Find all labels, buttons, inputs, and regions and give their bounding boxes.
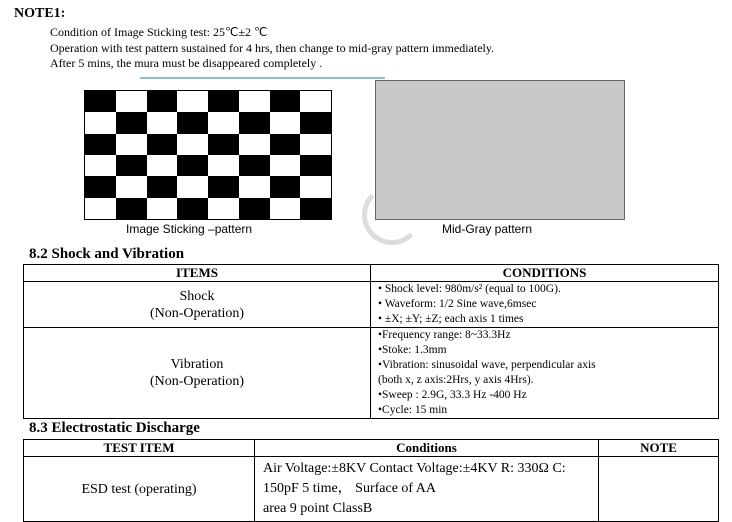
item-vibration — [24, 328, 371, 419]
condition-line: Air Voltage:±8KV Contact Voltage:±4KV R: 330Ω C: — [263, 461, 566, 476]
checker-square — [147, 155, 178, 176]
checker-square — [147, 176, 178, 197]
checker-square — [239, 91, 270, 112]
checker-caption: Image Sticking –pattern — [126, 222, 253, 236]
header-conditions: Conditions — [255, 440, 599, 457]
checker-square — [147, 134, 178, 155]
checker-square — [147, 112, 178, 133]
header-items: ITEMS — [24, 265, 371, 282]
checker-square — [300, 112, 331, 133]
checker-square — [147, 91, 178, 112]
item-shock — [24, 282, 371, 328]
checker-square — [239, 155, 270, 176]
condition-line: •Frequency range: 8~33.3Hz — [378, 329, 511, 341]
checker-square — [116, 176, 147, 197]
condition-line: •Sweep : 2.9G, 33.3 Hz -400 Hz — [378, 389, 527, 401]
checker-square — [208, 134, 239, 155]
checker-square — [177, 198, 208, 219]
checker-square — [85, 176, 116, 197]
shock-vibration-table — [23, 264, 719, 419]
checker-square — [208, 112, 239, 133]
note-esd — [599, 457, 719, 522]
gray-caption: Mid-Gray pattern — [442, 222, 533, 236]
checker-square — [116, 134, 147, 155]
checker-square — [147, 198, 178, 219]
checker-square — [300, 134, 331, 155]
section-heading-shock-vibration: 8.2 Shock and Vibration — [29, 246, 185, 262]
checker-square — [177, 112, 208, 133]
condition-line: •Vibration: sinusoidal wave, perpendicular axis — [378, 359, 596, 371]
conditions-esd — [255, 457, 599, 522]
condition-line: area 9 point ClassB — [263, 501, 373, 516]
checker-square — [270, 112, 301, 133]
checker-square — [208, 198, 239, 219]
decorative-line — [140, 77, 385, 79]
table-header-row — [24, 265, 719, 282]
checker-square — [300, 91, 331, 112]
checker-square — [239, 112, 270, 133]
checker-square — [85, 155, 116, 176]
checker-square — [300, 155, 331, 176]
checker-square — [177, 134, 208, 155]
condition-line: •Stoke: 1.3mm — [378, 344, 447, 356]
checker-square — [270, 198, 301, 219]
checker-square — [208, 176, 239, 197]
mid-gray-pattern — [375, 80, 625, 220]
checker-square — [116, 112, 147, 133]
item-vibration-mode: (Non-Operation) — [149, 374, 245, 389]
item-esd: ESD test (operating) — [24, 457, 255, 522]
note-line-mura: After 5 mins, the mura must be disappeared completely . — [50, 56, 323, 70]
checker-square — [239, 134, 270, 155]
header-test-item: TEST ITEM — [24, 440, 255, 457]
table-row-vibration — [24, 328, 719, 419]
checker-square — [116, 198, 147, 219]
item-shock-name: Shock — [179, 288, 215, 304]
checker-square — [270, 91, 301, 112]
item-shock-mode: (Non-Operation) — [149, 305, 245, 321]
esd-table — [23, 439, 719, 522]
condition-line: • Shock level: 980m/s² (equal to 100G). — [378, 283, 561, 295]
checker-square — [239, 176, 270, 197]
checker-square — [270, 176, 301, 197]
checker-square — [85, 198, 116, 219]
checker-square — [85, 134, 116, 155]
item-vibration-name: Vibration — [170, 357, 224, 372]
checker-square — [208, 91, 239, 112]
checker-square — [300, 176, 331, 197]
checkerboard-pattern — [84, 90, 332, 220]
checker-square — [270, 155, 301, 176]
condition-line: • ±X; ±Y; ±Z; each axis 1 times — [378, 313, 524, 325]
note-line-operation: Operation with test pattern sustained for 4 hrs, then change to mid-gray pattern immediately. — [50, 41, 495, 55]
header-note: NOTE — [599, 440, 719, 457]
condition-line: • Waveform: 1/2 Sine wave,6msec — [378, 298, 537, 310]
checker-square — [300, 198, 331, 219]
table-row-esd — [24, 457, 719, 522]
checker-square — [85, 112, 116, 133]
checker-square — [270, 134, 301, 155]
conditions-shock — [371, 282, 719, 328]
condition-line: •Cycle: 15 min — [378, 404, 448, 416]
note-line-condition: Condition of Image Sticking test: 25℃±2 ℃ — [50, 25, 268, 39]
note-title: NOTE1: — [14, 6, 66, 21]
checker-square — [177, 176, 208, 197]
condition-line: 150pF 5 time， Surface of AA — [263, 481, 437, 496]
checker-square — [116, 91, 147, 112]
condition-line: (both x, z axis:2Hrs, y axis 4Hrs). — [378, 374, 534, 386]
checker-square — [177, 155, 208, 176]
table-row-shock — [24, 282, 719, 328]
checker-square — [177, 91, 208, 112]
conditions-vibration — [371, 328, 719, 419]
checker-square — [116, 155, 147, 176]
section-heading-esd: 8.3 Electrostatic Discharge — [29, 420, 200, 436]
checker-square — [85, 91, 116, 112]
checker-square — [239, 198, 270, 219]
checker-square — [208, 155, 239, 176]
header-conditions: CONDITIONS — [371, 265, 719, 282]
table-header-row — [24, 440, 719, 457]
